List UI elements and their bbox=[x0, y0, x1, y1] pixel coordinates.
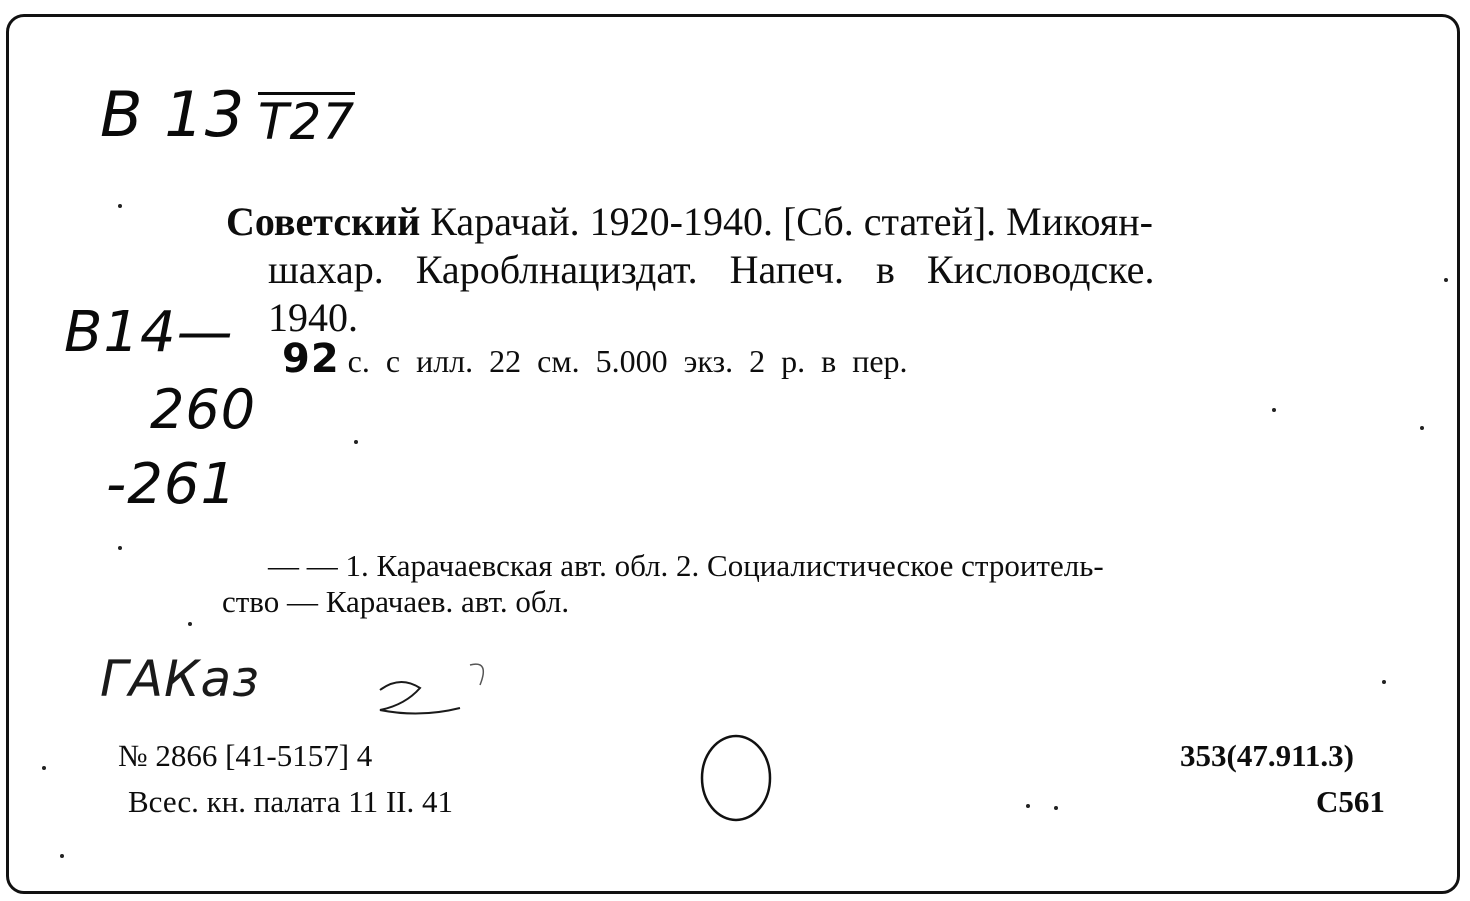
footer-chamber: Всес. кн. палата 11 II. 41 bbox=[128, 784, 453, 819]
scan-speck bbox=[1026, 804, 1030, 808]
handwritten-bottom-mark: ГАКаз bbox=[100, 650, 260, 708]
entry-line-4 bbox=[282, 336, 908, 382]
handwritten-scribble bbox=[360, 650, 510, 730]
subjects-line-1: — — 1. Карачаевская авт. обл. 2. Социалистическое строитель- bbox=[268, 548, 1104, 583]
scan-speck bbox=[118, 204, 122, 208]
handwritten-shelfmark-side: B14— bbox=[64, 300, 234, 365]
entry-line-3: 1940. bbox=[268, 295, 358, 340]
entry-line-1-rest: Карачай. 1920-1940. [Сб. статей]. Микоян- bbox=[430, 199, 1153, 244]
handwritten-page-count: 92 bbox=[282, 336, 340, 382]
scan-speck bbox=[60, 854, 64, 858]
punch-hole-icon bbox=[696, 730, 786, 826]
scan-speck bbox=[1054, 806, 1058, 810]
scan-speck bbox=[188, 622, 192, 626]
scan-speck bbox=[1444, 278, 1448, 282]
handwritten-shelfmark-top: B 13 bbox=[100, 78, 246, 151]
subjects-line-2: ство — Карачаев. авт. обл. bbox=[222, 584, 570, 619]
scan-speck bbox=[354, 440, 358, 444]
scan-speck bbox=[1420, 426, 1424, 430]
scan-speck bbox=[1272, 408, 1276, 412]
entry-title-bold: Советский bbox=[226, 199, 421, 244]
footer-author-mark: С561 bbox=[1316, 784, 1385, 819]
entry-description: с. с илл. 22 см. 5.000 экз. 2 р. в пер. bbox=[347, 343, 908, 379]
entry-line-2: шахар. Кароблнациздат. Напеч. в Кисловодске. bbox=[268, 247, 1155, 292]
handwritten-shelfmark-side-3: -261 bbox=[106, 452, 238, 517]
handwritten-shelfmark-side-2: 260 bbox=[150, 378, 257, 441]
handwritten-shelfmark-top-sub: T27 bbox=[258, 93, 356, 151]
scan-speck bbox=[118, 546, 122, 550]
footer-number: № 2866 [41-5157] 4 bbox=[118, 738, 373, 773]
footer-classification: 353(47.911.3) bbox=[1180, 738, 1354, 773]
scan-speck bbox=[42, 766, 46, 770]
scan-speck bbox=[1382, 680, 1386, 684]
entry-line-1 bbox=[226, 198, 1153, 245]
